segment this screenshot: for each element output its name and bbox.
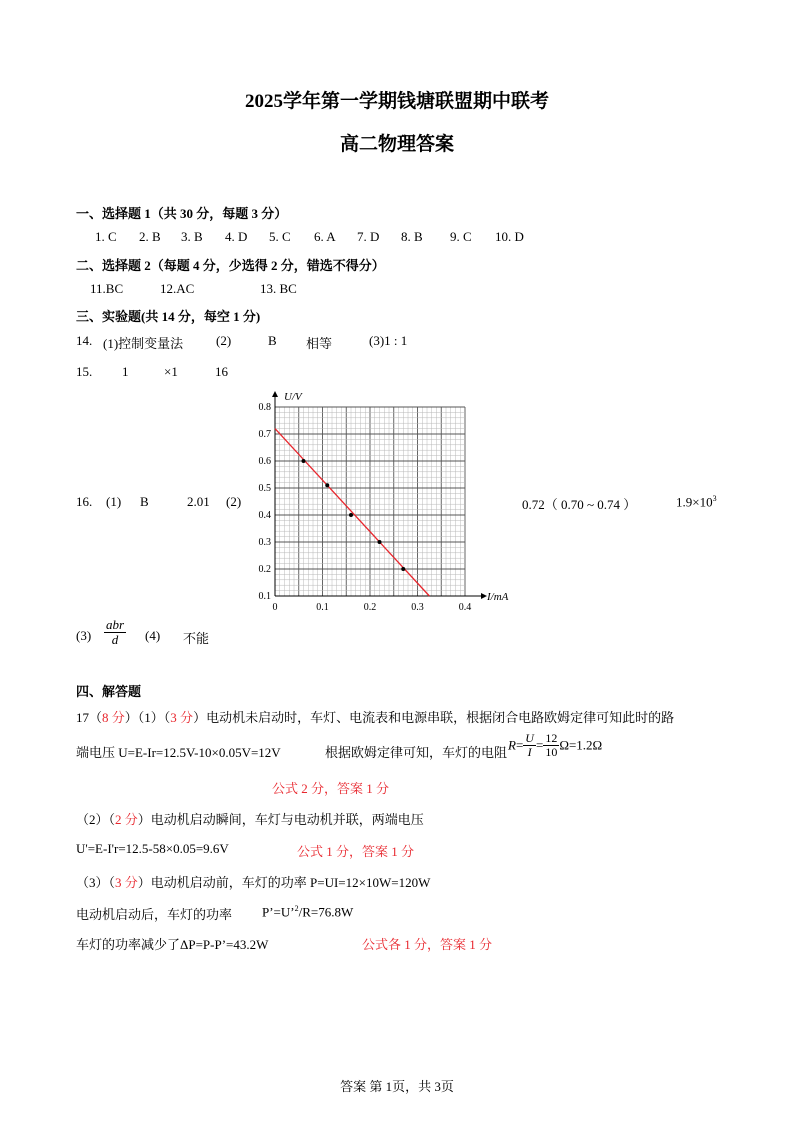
q17-resistance-result: Ω=1.2Ω [559, 737, 603, 753]
answer-12: 12.AC [160, 281, 195, 296]
answer-9: 9. C [450, 229, 472, 244]
page-subtitle: 高二物理答案 [339, 134, 454, 155]
answer-8: 8. B [401, 229, 423, 244]
answer-4: 4. D [225, 229, 248, 244]
q15-answer-3: 16 [215, 364, 228, 379]
answer-10: 10. D [495, 229, 524, 244]
q17-frac2-den: 10 [545, 745, 558, 760]
q17-line-2b: 根据欧姆定律可知，车灯的电阻 [325, 745, 508, 760]
y-tick-label: 0.2 [258, 564, 271, 575]
x-tick-label: 0.1 [316, 602, 329, 613]
q17-sup-2: 2 [294, 904, 299, 913]
y-tick-label: 0.7 [258, 429, 271, 440]
answer-2: 2. B [139, 229, 161, 244]
y-tick-label: 0.6 [258, 456, 271, 467]
u-i-chart [250, 388, 520, 616]
q16-fraction [104, 618, 126, 648]
section2-heading: 二、选择题 2（每题 4 分，少选得 2 分，错选不得分） [76, 258, 385, 273]
q17-part-1-text: ）电动机未启动时，车灯、电流表和电源串联，根据闭合电路欧姆定律可知此时的路 [193, 710, 675, 725]
q17-part-3-text: ）电动机启动前，车灯的功率 P=UI=12×10W=120W [137, 875, 431, 890]
answer-11: 11.BC [90, 281, 124, 296]
q16-answer-5: 不能 [183, 631, 210, 646]
q17-frac1-den: I [527, 745, 532, 760]
answer-6: 6. A [314, 229, 336, 244]
q17-p-prime: P’=U’ [262, 904, 295, 920]
y-tick-label: 0.3 [258, 537, 271, 548]
chart-marks [275, 429, 429, 596]
section4-heading: 四、解答题 [76, 684, 142, 699]
q17-number: 17（ [76, 710, 103, 725]
q17-part-3-line-2b [262, 904, 353, 920]
page-title: 2025学年第一学期钱塘联盟期中联考 [244, 91, 549, 112]
q16-part-2-label: (2) [226, 494, 242, 509]
q16-answer-3: 0.72（ 0.70 ~ 0.74 ） [522, 497, 637, 512]
q17-part-3-score: 3 分 [115, 875, 138, 890]
q17-frac2-num: 12 [545, 731, 558, 745]
q17-p-prime-result: /R=76.8W [298, 904, 354, 920]
x-tick-label: 0 [272, 602, 278, 613]
chart-grid [275, 407, 465, 596]
q17-score-note-3: 公式各 1 分，答案 1 分 [362, 937, 493, 952]
data-point [401, 567, 405, 571]
q14-answer-1: (1)控制变量法 [103, 336, 184, 351]
answer-1: 1. C [95, 229, 117, 244]
q17-score-note-1: 公式 2 分，答案 1 分 [272, 781, 390, 796]
q14-answer-2: B [268, 333, 277, 348]
q17-part-2-open: （2）（ [76, 812, 116, 827]
y-tick-label: 0.5 [258, 483, 271, 494]
q14-number: 14. [76, 333, 93, 348]
q16-fraction-numerator: abr [106, 617, 125, 632]
q17-line-1 [76, 707, 674, 726]
q16-number: 16. [76, 494, 93, 509]
q15-number: 15. [76, 364, 93, 379]
answer-3: 3. B [181, 229, 203, 244]
q16-answer-4-base: 1.9×10 [676, 494, 713, 510]
page-footer: 答案 第 1页，共 3页 [340, 1079, 454, 1094]
q17-line-2: 端电压 U=E-Ir=12.5V-10×0.05V=12V [76, 745, 281, 760]
x-tick-label: 0.2 [363, 602, 377, 613]
q17-part-1-open: ）（1）（ [124, 710, 171, 725]
data-point [378, 540, 382, 544]
q17-part-2-line [76, 809, 424, 828]
answer-5: 5. C [269, 229, 291, 244]
q17-score: 8 分 [102, 710, 125, 725]
q17-score-note-2: 公式 1 分，答案 1 分 [297, 844, 415, 859]
q16-part-1-label: (1) [106, 494, 122, 509]
q17-part-2-score: 2 分 [115, 812, 138, 827]
q17-frac1-num: U [525, 731, 534, 745]
q16-fraction-denominator: d [111, 632, 119, 648]
q16-answer-2: 2.01 [187, 494, 210, 509]
q17-part-1-score: 3 分 [170, 710, 194, 725]
q16-part-4-label: (4) [145, 628, 161, 643]
data-point [302, 459, 306, 463]
q14-answer-4: (3)1 : 1 [369, 333, 408, 348]
q17-part-3-open: （3）（ [76, 875, 116, 890]
q17-part-2-text: ）电动机启动瞬间，车灯与电动机并联，两端电压 [137, 812, 424, 827]
answer-7: 7. D [357, 229, 380, 244]
q17-part-3-line-2a: 电动机启动后，车灯的功率 [76, 907, 233, 922]
y-axis-label: U/V [284, 391, 302, 403]
answer-13: 13. BC [260, 281, 297, 296]
x-tick-label: 0.4 [458, 602, 472, 613]
y-axis-arrow [272, 391, 278, 397]
q16-answer-1: B [140, 494, 149, 509]
section1-heading: 一、选择题 1（共 30 分，每题 3 分） [76, 206, 288, 221]
y-tick-label: 0.4 [258, 510, 271, 521]
q14-answer-3: 相等 [306, 336, 333, 351]
x-axis-label: I/mA [487, 591, 509, 603]
q17-part-2-formula: U'=E-I'r=12.5-58×0.05=9.6V [76, 841, 229, 856]
y-tick-label: 0.1 [258, 591, 271, 602]
q17-resistance-formula: R= $\frac{U}{I}$ = $\frac{12}{10}$ Ω=1.2Ω [508, 731, 603, 760]
section3-heading: 三、实验题(共 14 分，每空 1 分) [76, 309, 261, 324]
q16-answer-4-exp: 3 [712, 494, 717, 503]
q17-r-symbol: R [508, 737, 516, 753]
x-tick-label: 0.3 [411, 602, 424, 613]
q16-answer-4 [676, 494, 717, 510]
q17-part-3-line [76, 872, 430, 891]
q14-part-2-label: (2) [216, 333, 232, 348]
data-point [325, 483, 329, 487]
q17-part-3-line-3: 车灯的功率减少了ΔP=P-P’=43.2W [76, 937, 269, 952]
fit-line [275, 429, 429, 596]
q16-part-3-label: (3) [76, 628, 92, 643]
data-point [349, 513, 353, 517]
q15-answer-1: 1 [122, 364, 129, 379]
y-tick-label: 0.8 [258, 402, 271, 413]
q15-answer-2: ×1 [164, 364, 178, 379]
